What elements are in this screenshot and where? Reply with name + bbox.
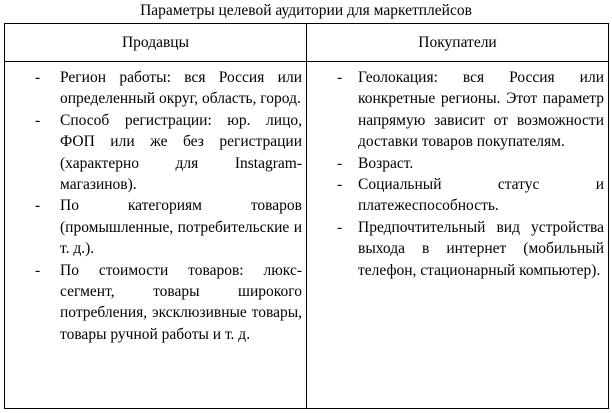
audience-parameters-table <box>4 23 609 409</box>
bullet-dash: - <box>337 176 343 194</box>
sellers-list <box>5 67 306 345</box>
bullet-dash: - <box>35 111 41 129</box>
list-item <box>307 67 608 153</box>
bullet-dash: - <box>337 218 343 236</box>
list-item <box>307 174 608 217</box>
list-item <box>5 67 306 110</box>
list-item <box>5 260 306 346</box>
list-item <box>307 217 608 281</box>
table-caption: Параметры целевой аудитории для маркетплейсов <box>140 2 472 19</box>
list-item <box>5 110 306 196</box>
bullet-dash: - <box>337 69 343 86</box>
list-item-text: Способ регистрации: юр. лицо, ФОП или же без регистрации (характерно для Instagram-магазинов). <box>60 111 302 194</box>
header-buyers: Покупатели <box>307 24 609 62</box>
list-item-text: Регион работы: вся Россия или определенный округ, область, город. <box>60 69 302 108</box>
list-item-text: Предпочтительный вид устройства выхода в интернет (мобильный телефон, стационарный компьютер). <box>358 218 604 279</box>
body-row <box>5 62 609 409</box>
list-item <box>5 195 306 259</box>
list-item-text: По стоимости товаров: люкс-сегмент, товары широкого потребления, эксклюзивные товары, товары ручной работы и т. д. <box>60 261 302 343</box>
list-item-text: Социальный статус и платежеспособность. <box>358 176 604 215</box>
bullet-dash: - <box>35 69 41 86</box>
bullet-dash: - <box>35 197 41 215</box>
header-sellers: Продавцы <box>5 24 307 62</box>
buyers-list <box>307 67 608 281</box>
list-item <box>307 153 608 174</box>
sellers-cell <box>5 62 307 409</box>
list-item-text: По категориям товаров (промышленные, потребительские и т. д.). <box>60 197 302 258</box>
bullet-dash: - <box>337 154 343 172</box>
buyers-cell <box>307 62 609 409</box>
bullet-dash: - <box>35 261 41 279</box>
list-item-text: Возраст. <box>358 154 414 172</box>
header-row <box>5 24 609 62</box>
list-item-text: Геолокация: вся Россия или конкретные регионы. Этот параметр напрямую зависит от возможности доставки товаров покупателям. <box>358 69 604 151</box>
